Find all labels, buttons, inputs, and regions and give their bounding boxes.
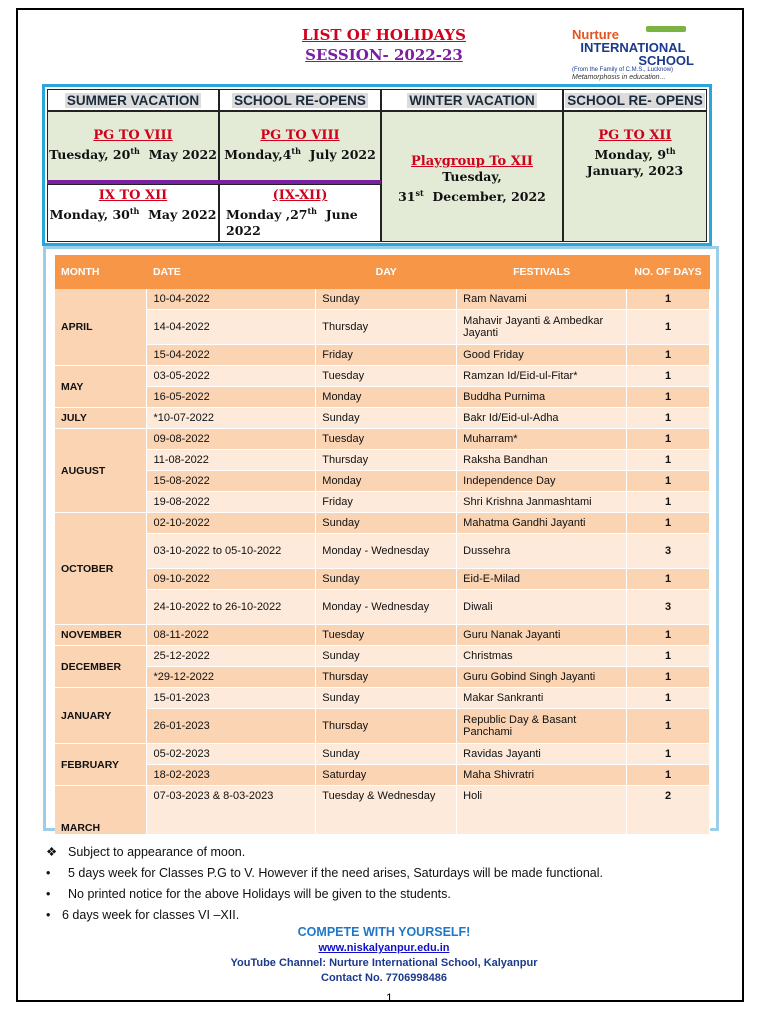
table-row xyxy=(55,450,710,471)
day-cell: Friday xyxy=(316,492,457,513)
days-cell: 1 xyxy=(627,429,710,450)
days-cell: 1 xyxy=(627,765,710,786)
day-cell: Thursday xyxy=(316,310,457,345)
date-cell: 24-10-2022 to 26-10-2022 xyxy=(147,590,316,625)
date-cell: 08-11-2022 xyxy=(147,625,316,646)
logo-text-school: SCHOOL xyxy=(638,53,694,68)
col-no-of-days: NO. OF DAYS xyxy=(627,255,710,289)
days-cell: 1 xyxy=(627,366,710,387)
month-cell: NOVEMBER xyxy=(55,625,147,646)
note-item: • No printed notice for the above Holidays will be given to the students. xyxy=(46,884,603,905)
date-cell: 15-01-2023 xyxy=(147,688,316,709)
table-row xyxy=(55,590,710,625)
days-cell: 1 xyxy=(627,310,710,345)
table-row xyxy=(55,471,710,492)
website-link[interactable]: www.niskalyanpur.edu.in xyxy=(318,942,450,954)
festival-cell: Republic Day & Basant Panchami xyxy=(457,709,627,744)
date-cell: 05-02-2023 xyxy=(147,744,316,765)
date-cell: 18-02-2023 xyxy=(147,765,316,786)
logo-text-nurture: Nurture xyxy=(572,27,619,42)
notes-list xyxy=(46,842,603,926)
days-cell: 1 xyxy=(627,513,710,534)
diamond-bullet-icon: ❖ xyxy=(46,845,58,859)
days-cell: 1 xyxy=(627,492,710,513)
days-cell: 1 xyxy=(627,450,710,471)
month-cell: MARCH xyxy=(55,786,147,835)
table-row xyxy=(55,408,710,429)
festival-cell: Makar Sankranti xyxy=(457,688,627,709)
winter-label: Playgroup To XII xyxy=(411,154,533,169)
festival-cell: Mahatma Gandhi Jayanti xyxy=(457,513,627,534)
table-header-row xyxy=(55,255,710,289)
col-date: DATE xyxy=(147,255,316,289)
table-row xyxy=(55,492,710,513)
table-row xyxy=(55,569,710,590)
reopen-pg-viii-cell xyxy=(219,111,381,181)
day-cell: Sunday xyxy=(316,289,457,310)
day-cell: Sunday xyxy=(316,513,457,534)
day-cell: Sunday xyxy=(316,569,457,590)
vacation-table xyxy=(42,84,712,246)
slogan: COMPETE WITH YOURSELF! xyxy=(297,925,471,939)
summer-pg-viii-label: PG TO VIII xyxy=(93,128,173,143)
month-cell: MAY xyxy=(55,366,147,408)
month-cell: FEBRUARY xyxy=(55,744,147,786)
month-cell: JULY xyxy=(55,408,147,429)
table-row xyxy=(55,688,710,709)
winter-day: Tuesday, xyxy=(442,169,502,184)
day-cell: Thursday xyxy=(316,667,457,688)
day-cell: Tuesday & Wednesday xyxy=(316,786,457,835)
day-cell: Tuesday xyxy=(316,625,457,646)
festival-cell: Ramzan Id/Eid-ul-Fitar* xyxy=(457,366,627,387)
festival-cell: Buddha Purnima xyxy=(457,387,627,408)
session-title: SESSION- 2022-23 xyxy=(305,46,463,64)
winter-vacation-cell xyxy=(381,111,563,242)
reopen-pg-viii-date: Monday,4th July 2022 xyxy=(224,146,376,163)
school-reopens-header: SCHOOL RE-OPENS xyxy=(219,89,381,111)
day-cell: Saturday xyxy=(316,765,457,786)
date-cell: 16-05-2022 xyxy=(147,387,316,408)
reopen-pg-xii-label: PG TO XII xyxy=(598,128,672,143)
table-row xyxy=(55,345,710,366)
date-cell: 19-08-2022 xyxy=(147,492,316,513)
days-cell: 1 xyxy=(627,408,710,429)
note-item: ❖ Subject to appearance of moon. xyxy=(46,842,603,863)
date-cell: 15-08-2022 xyxy=(147,471,316,492)
day-cell: Sunday xyxy=(316,646,457,667)
holiday-table xyxy=(55,255,710,834)
day-cell: Sunday xyxy=(316,688,457,709)
summer-ix-xii-cell xyxy=(47,184,219,242)
date-cell: 26-01-2023 xyxy=(147,709,316,744)
festival-cell: Guru Nanak Jayanti xyxy=(457,625,627,646)
festival-cell: Dussehra xyxy=(457,534,627,569)
day-cell: Monday - Wednesday xyxy=(316,534,457,569)
month-cell: DECEMBER xyxy=(55,646,147,688)
day-cell: Tuesday xyxy=(316,366,457,387)
school-reopens-header-2: SCHOOL RE- OPENS xyxy=(563,89,707,111)
date-cell: 14-04-2022 xyxy=(147,310,316,345)
festival-cell: Good Friday xyxy=(457,345,627,366)
summer-ix-xii-label: IX TO XII xyxy=(98,188,168,203)
date-cell: *29-12-2022 xyxy=(147,667,316,688)
days-cell: 1 xyxy=(627,667,710,688)
table-row xyxy=(55,513,710,534)
date-cell: 15-04-2022 xyxy=(147,345,316,366)
youtube-channel: YouTube Channel: Nurture International School, Kalyanpur xyxy=(230,957,538,969)
table-row xyxy=(55,786,710,835)
day-cell: Sunday xyxy=(316,744,457,765)
festival-cell: Maha Shivratri xyxy=(457,765,627,786)
logo-text-family: (From the Family of C.M.S., Lucknow) xyxy=(572,67,674,73)
festival-cell: Christmas xyxy=(457,646,627,667)
table-row xyxy=(55,625,710,646)
summer-pg-viii-date: Tuesday, 20th May 2022 xyxy=(49,146,217,163)
summer-vacation-header: SUMMER VACATION xyxy=(47,89,219,111)
col-festivals: FESTIVALS xyxy=(457,255,627,289)
days-cell: 1 xyxy=(627,345,710,366)
reopen-ix-xii-date: Monday ,27th June 2022 xyxy=(226,206,358,239)
reopen-pg-xii-cell xyxy=(563,111,707,242)
days-cell: 1 xyxy=(627,646,710,667)
winter-date: 31st December, 2022 xyxy=(398,188,546,205)
day-cell: Monday - Wednesday xyxy=(316,590,457,625)
table-row xyxy=(55,667,710,688)
logo-text-international: INTERNATIONAL xyxy=(580,40,686,55)
note-item: • 5 days week for Classes P.G to V. However if the need arises, Saturdays will be made functional. xyxy=(46,863,603,884)
col-month: MONTH xyxy=(55,255,147,289)
day-cell: Monday xyxy=(316,387,457,408)
day-cell: Thursday xyxy=(316,709,457,744)
table-row xyxy=(55,765,710,786)
date-cell: 11-08-2022 xyxy=(147,450,316,471)
table-row xyxy=(55,744,710,765)
days-cell: 3 xyxy=(627,534,710,569)
days-cell: 1 xyxy=(627,688,710,709)
festival-cell: Bakr Id/Eid-ul-Adha xyxy=(457,408,627,429)
festival-cell: Independence Day xyxy=(457,471,627,492)
reopen-pg-viii-label: PG TO VIII xyxy=(260,128,340,143)
days-cell: 3 xyxy=(627,590,710,625)
festival-cell: Holi xyxy=(457,786,627,835)
month-cell: OCTOBER xyxy=(55,513,147,625)
table-row xyxy=(55,289,710,310)
month-cell: AUGUST xyxy=(55,429,147,513)
winter-vacation-header: WINTER VACATION xyxy=(381,89,563,111)
day-cell: Monday xyxy=(316,471,457,492)
day-cell: Tuesday xyxy=(316,429,457,450)
festival-cell: Muharram* xyxy=(457,429,627,450)
summer-ix-xii-date: Monday, 30th May 2022 xyxy=(49,206,217,223)
date-cell: 03-10-2022 to 05-10-2022 xyxy=(147,534,316,569)
date-cell: 25-12-2022 xyxy=(147,646,316,667)
page-title: LIST OF HOLIDAYS xyxy=(302,26,466,44)
month-cell: APRIL xyxy=(55,289,147,366)
days-cell: 1 xyxy=(627,471,710,492)
summer-pg-viii-cell xyxy=(47,111,219,181)
reopen-pg-xii-date: Monday, 9th January, 2023 xyxy=(586,146,684,179)
date-cell: 09-10-2022 xyxy=(147,569,316,590)
days-cell: 1 xyxy=(627,569,710,590)
logo-tagline: Metamorphosis in education... xyxy=(572,74,666,81)
festival-cell: Diwali xyxy=(457,590,627,625)
bullet-icon: • xyxy=(46,866,51,880)
days-cell: 1 xyxy=(627,289,710,310)
days-cell: 2 xyxy=(627,786,710,835)
festival-cell: Shri Krishna Janmashtami xyxy=(457,492,627,513)
festival-cell: Mahavir Jayanti & Ambedkar Jayanti xyxy=(457,310,627,345)
table-row xyxy=(55,709,710,744)
festival-cell: Guru Gobind Singh Jayanti xyxy=(457,667,627,688)
table-row xyxy=(55,429,710,450)
col-day: DAY xyxy=(316,255,457,289)
date-cell: *10-07-2022 xyxy=(147,408,316,429)
days-cell: 1 xyxy=(627,744,710,765)
table-row xyxy=(55,534,710,569)
table-row xyxy=(55,366,710,387)
reopen-ix-xii-cell xyxy=(219,184,381,242)
day-cell: Friday xyxy=(316,345,457,366)
festival-cell: Eid-E-Milad xyxy=(457,569,627,590)
date-cell: 07-03-2023 & 8-03-2023 xyxy=(147,786,316,835)
table-row xyxy=(55,387,710,408)
month-cell: JANUARY xyxy=(55,688,147,744)
date-cell: 10-04-2022 xyxy=(147,289,316,310)
table-row xyxy=(55,310,710,345)
bullet-icon: • xyxy=(46,908,51,922)
date-cell: 02-10-2022 xyxy=(147,513,316,534)
note-item: • 6 days week for classes VI –XII. xyxy=(46,905,603,926)
school-logo xyxy=(572,27,694,81)
festival-cell: Ram Navami xyxy=(457,289,627,310)
date-cell: 03-05-2022 xyxy=(147,366,316,387)
table-row xyxy=(55,646,710,667)
day-cell: Sunday xyxy=(316,408,457,429)
date-cell: 09-08-2022 xyxy=(147,429,316,450)
days-cell: 1 xyxy=(627,625,710,646)
days-cell: 1 xyxy=(627,709,710,744)
festival-cell: Raksha Bandhan xyxy=(457,450,627,471)
festival-cell: Ravidas Jayanti xyxy=(457,744,627,765)
days-cell: 1 xyxy=(627,387,710,408)
day-cell: Thursday xyxy=(316,450,457,471)
page-number: 1 xyxy=(386,991,393,1005)
reopen-ix-xii-label: (IX-XII) xyxy=(272,188,328,203)
bullet-icon: • xyxy=(46,887,51,901)
logo-house-icon xyxy=(646,26,686,32)
contact-number: Contact No. 7706998486 xyxy=(321,972,447,984)
